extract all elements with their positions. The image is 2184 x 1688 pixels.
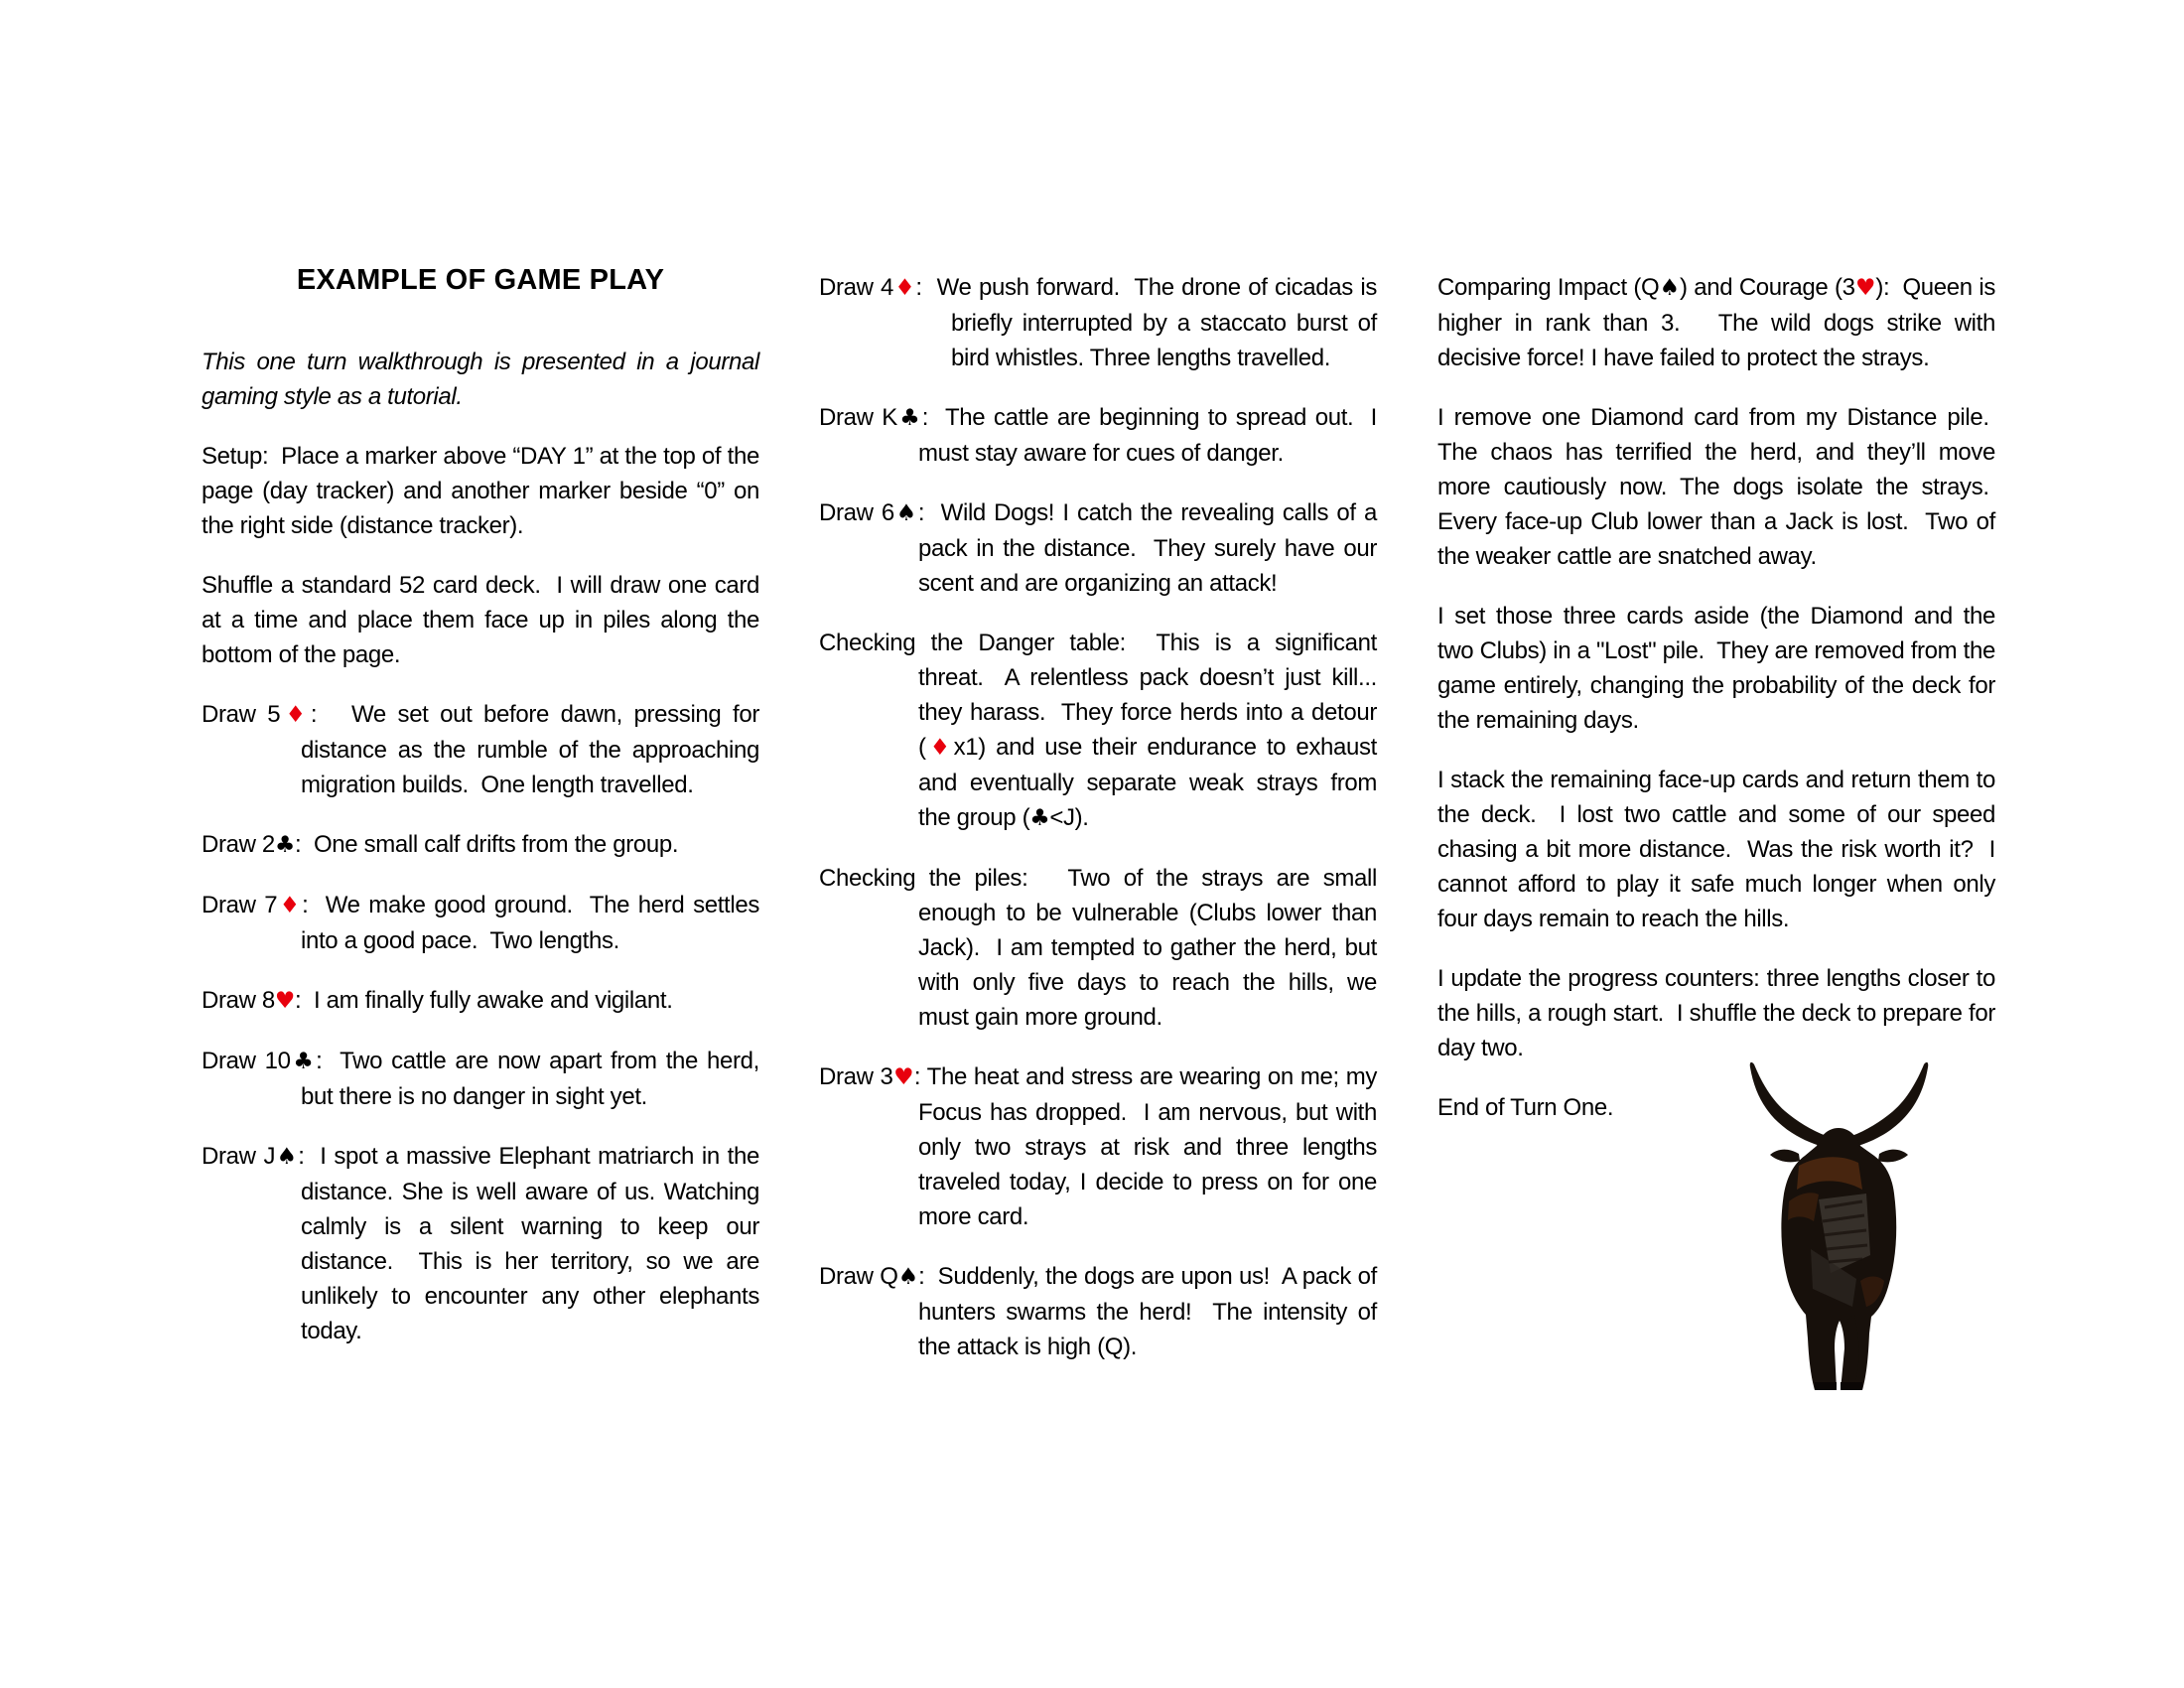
text-run: I stack the remaining face-up cards and return them to the deck. I lost two cattle and some of our speed chasing a bit more distance. Was the risk worth it? I cannot afford to play it safe much longer when only four days remain to reach the hills. [1437,767,1995,932]
text-run: : The heat and stress are wearing on me; my Focus has dropped. I am nervous, but with only two strays at risk and three lengths traveled today, I decide to press on for one more card. [913,1063,1377,1230]
diamond-suit-icon: ♦ [280,702,311,728]
column-left-body [202,345,759,1348]
text-run: : One small calf drifts from the group. [295,831,679,858]
text-run: Draw K [819,404,897,431]
comparison-paragraph [1437,270,1995,375]
text-run: : We make good ground. The herd settles into a good pace. Two lengths. [301,892,759,954]
column-middle [819,270,1377,1389]
draw-queen-spades [819,1259,1377,1364]
text-run: Checking the Danger table: This is a significant threat. A relentless pack doesn’t just kill... they harass. They force herds into a detour ( [819,630,1377,761]
text-run: x1) and use their endurance to exhaust and eventually separate weak strays from the group ( [918,734,1377,831]
text-run: Draw 3 [819,1063,893,1090]
spade-suit-icon: ♠ [275,1144,299,1170]
column-left [202,260,759,1373]
club-suit-icon: ♣ [274,832,296,858]
spade-suit-icon: ♠ [1659,275,1680,301]
intro-note [202,345,759,414]
draw-5-diamonds [202,697,759,802]
draw-10-clubs [202,1044,759,1114]
text-run: : The cattle are beginning to spread out. I must stay aware for cues of danger. [918,404,1377,467]
text-run: ) and Courage (3 [1679,274,1855,301]
text-run: : Two cattle are now apart from the herd, but there is no danger in sight yet. [301,1048,759,1110]
text-run: Draw J [202,1143,276,1170]
cattle-illustration [1737,1051,1941,1408]
club-suit-icon: ♣ [1029,805,1050,831]
heart-suit-icon: ♥ [892,1064,914,1090]
restack-paragraph [1437,763,1995,936]
column-right-body [1437,270,1995,1125]
text-run: I remove one Diamond card from my Distance pile. The chaos has terrified the herd, and they’ll move more cautiously now. The dogs isolate the strays. Every face-up Club lower than a Jack is lost. Two of the weaker cattle are snatched away. [1437,404,1995,570]
diamond-suit-icon: ♦ [893,275,916,301]
setup-paragraph [202,439,759,543]
heart-suit-icon: ♥ [274,988,296,1014]
text-run: <J). [1049,804,1089,831]
text-run: This one turn walkthrough is presented in a journal gaming style as a tutorial. [202,349,759,410]
text-run: Draw Q [819,1263,898,1290]
column-right [1437,270,1995,1150]
longhorn-bull-silhouette [1737,1051,1941,1408]
text-run: ): Queen is higher in rank than 3. The wild dogs strike with decisive force! I have failed to protect the strays. [1437,274,1996,371]
page-title: EXAMPLE OF GAME PLAY [296,264,665,296]
text-run: : We set out before dawn, pressing for distance as the rumble of the approaching migration builds. One length travelled. [301,701,759,798]
draw-king-clubs [819,400,1377,471]
text-run: End of Turn One. [1437,1094,1614,1121]
diamond-suit-icon: ♦ [277,893,303,918]
shuffle-paragraph [202,568,759,672]
text-run: Draw 6 [819,499,894,526]
spade-suit-icon: ♠ [897,1264,919,1290]
draw-2-clubs [202,827,759,863]
text-run: Comparing Impact (Q [1437,274,1660,301]
text-run: : I spot a massive Elephant matriarch in the distance. She is well aware of us. Watching calmly is a silent warning to keep our distance. This is her territory, so we are unlikely to encounter any other elephants today. [298,1143,759,1344]
text-run: Draw 7 [202,892,278,918]
club-suit-icon: ♣ [290,1049,317,1074]
text-run: Setup: Place a marker above “DAY 1” at the top of the page (day tracker) and another marker beside “0” on the right side (distance tracker). [202,443,759,539]
heart-suit-icon: ♥ [1854,275,1876,301]
draw-7-diamonds [202,888,759,958]
text-run: I set those three cards aside (the Diamond and the two Clubs) in a "Lost" pile. They are removed from the game entirely, changing the probability of the deck for the remaining days. [1437,603,1995,734]
diamond-suit-icon: ♦ [925,735,954,761]
draw-jack-spades [202,1139,759,1348]
text-run: Draw 8 [202,987,275,1014]
danger-table-check [819,626,1377,836]
text-run: : I am finally fully awake and vigilant. [295,987,673,1014]
text-run: Draw 10 [202,1048,291,1074]
text-run: Shuffle a standard 52 card deck. I will draw one card at a time and place them face up in piles along the bottom of the page. [202,572,759,668]
draw-8-hearts [202,983,759,1019]
text-run: : Suddenly, the dogs are upon us! A pack of hunters swarms the herd! The intensity of the attack is high (Q). [918,1263,1377,1360]
text-run: Draw 4 [819,274,894,301]
spade-suit-icon: ♠ [893,500,918,526]
draw-4-diamonds [819,270,1377,375]
piles-check [819,861,1377,1035]
club-suit-icon: ♣ [896,405,922,431]
text-run: Draw 2 [202,831,275,858]
draw-3-hearts [819,1059,1377,1234]
text-run: Draw 5 [202,701,281,728]
text-run: Checking the piles: Two of the strays are small enough to be vulnerable (Clubs lower than Jack). I am tempted to gather the herd, but with only five days to reach the hills, we must gain more ground. [819,865,1377,1031]
text-run: : We push forward. The drone of cicadas is briefly interrupted by a staccato burst of bird whistles. Three lengths travelled. [915,274,1378,371]
remove-diamond-paragraph [1437,400,1995,574]
column-middle-body [819,270,1377,1364]
text-run: I update the progress counters: three lengths closer to the hills, a rough start. I shuffle the deck to prepare for day two. [1437,965,1995,1061]
text-run: : Wild Dogs! I catch the revealing calls of a pack in the distance. They surely have our scent and are organizing an attack! [917,499,1377,597]
draw-6-spades [819,495,1377,601]
lost-pile-paragraph [1437,599,1995,738]
